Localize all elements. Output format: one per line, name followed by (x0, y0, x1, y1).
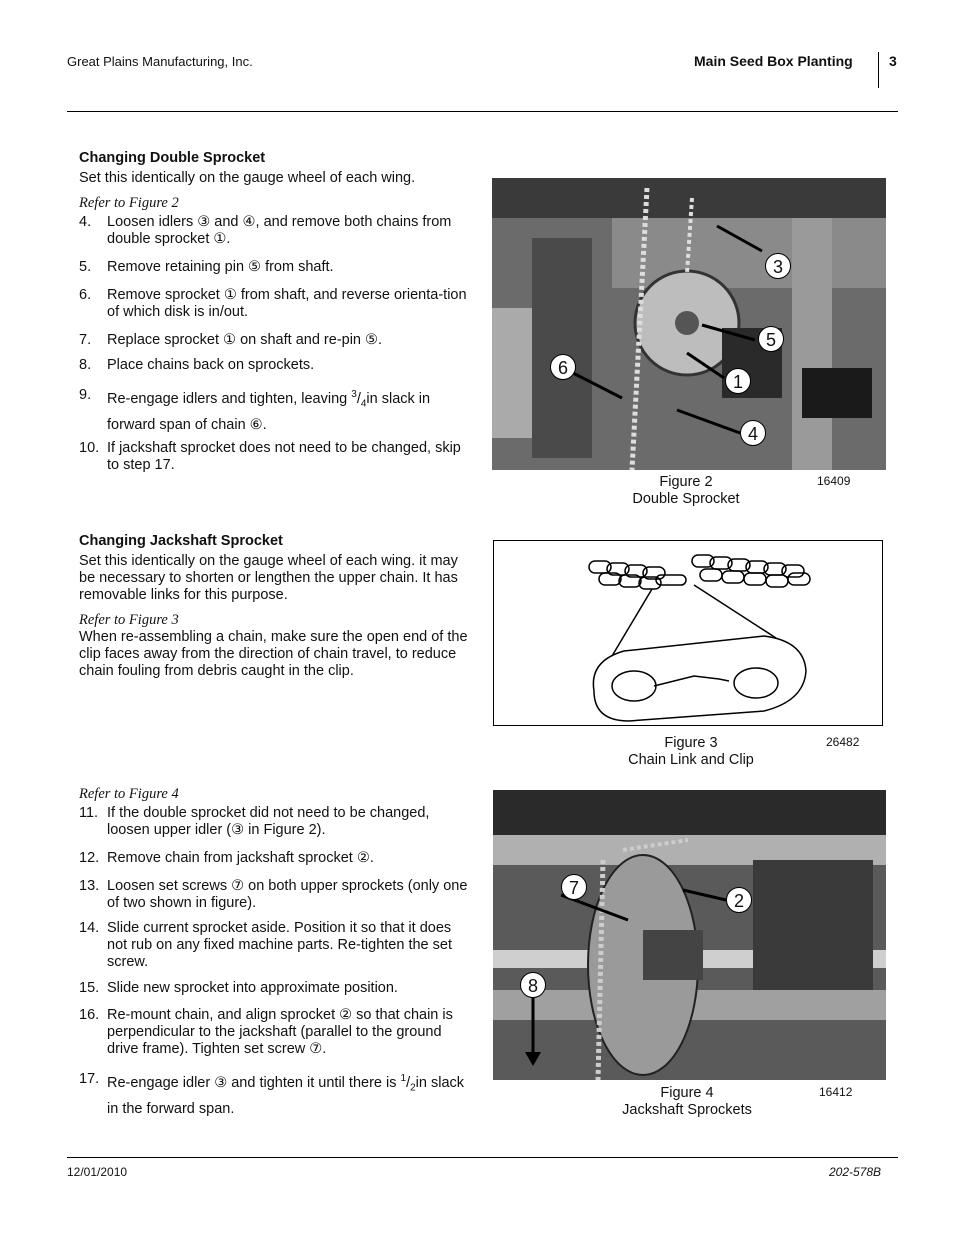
callout-4: 4 (740, 420, 766, 446)
callout-5: 5 (758, 326, 784, 352)
chain-left (589, 561, 686, 589)
figure-3-number: 26482 (826, 735, 860, 749)
step-item: 14. Slide current sprocket aside. Position it so that it does not rub on any fixed machine parts. Re-tighten the set screw. (79, 920, 452, 970)
step-item: 4. Loosen idlers ③ and ④, and remove both chains from double sprocket ①. (79, 214, 452, 247)
figure-2-number: 16409 (817, 474, 851, 488)
section-jackshaft-steps (79, 786, 471, 1119)
callout-6: 6 (550, 354, 576, 380)
section-heading: Changing Jackshaft Sprocket (79, 533, 283, 549)
double-sprocket-photo (492, 178, 886, 470)
callout-2: 2 (726, 887, 752, 913)
figure-reference: Refer to Figure 2 (79, 195, 179, 211)
step-item: 8. Place chains back on sprockets. (79, 357, 315, 373)
footer-doc-number: 202-578B (829, 1165, 882, 1179)
section-body: When re-assembling a chain, make sure the open end of the clip faces away from the direction of chain travel, to reduce chain fouling from debris caught in the clip. (79, 629, 468, 679)
section-jackshaft-sprocket (79, 533, 471, 680)
figure-3-caption: Figure 3 Chain Link and Clip (628, 735, 754, 768)
step-item: 17. Re-engage idler ③ and tighten it until there is $^1/_2in$ slack in the forward span. (79, 1071, 465, 1117)
figure-3-drawing (493, 540, 883, 726)
figure-4-photo (493, 790, 886, 1080)
header-divider (878, 52, 879, 88)
section-intro: Set this identically on the gauge wheel of each wing. it may be necessary to shorten or lengthen the upper chain. It has removable links for this purpose. (79, 553, 458, 603)
callout-3: 3 (765, 253, 791, 279)
figure-4-number: 16412 (819, 1085, 853, 1099)
step-item: 9. Re-engage idlers and tighten, leaving $^3/_4in$ slack in forward span of chain ⑥. (79, 387, 431, 433)
steps-list (79, 214, 471, 474)
jackshaft-sprockets-photo (493, 790, 886, 1080)
figure-2-photo (492, 178, 886, 470)
step-item: 15. Slide new sprocket into approximate position. (79, 980, 398, 996)
callout-8: 8 (520, 972, 546, 998)
step-item: 12. Remove chain from jackshaft sprocket ②. (79, 850, 374, 866)
steps-list (79, 805, 471, 1119)
callout-1: 1 (725, 368, 751, 394)
section-title: Main Seed Box Planting (694, 53, 853, 69)
page-number: 3 (889, 53, 897, 69)
company-name: Great Plains Manufacturing, Inc. (67, 54, 253, 69)
figure-reference: Refer to Figure 3 (79, 612, 179, 628)
callout-7: 7 (561, 874, 587, 900)
section-intro: Set this identically on the gauge wheel of each wing. (79, 170, 416, 186)
footer-rule (67, 1157, 898, 1158)
step-item: 10. If jackshaft sprocket does not need to be changed, skip to step 17. (79, 439, 461, 473)
figure-4-caption: Figure 4 Jackshaft Sprockets (622, 1085, 752, 1118)
figure-reference: Refer to Figure 4 (79, 786, 179, 802)
step-item: 5. Remove retaining pin ⑤ from shaft. (79, 259, 334, 275)
step-item: 6. Remove sprocket ① from shaft, and reverse orienta-tion of which disk is in/out. (79, 287, 467, 320)
section-double-sprocket (79, 150, 471, 474)
step-item: 16. Re-mount chain, and align sprocket ② so that chain is perpendicular to the jackshaft (parallel to the ground drive frame). Tighten set screw ⑦. (79, 1007, 453, 1057)
chain-link-clip-drawing (494, 541, 882, 725)
figure-2-caption: Figure 2 Double Sprocket (632, 474, 740, 507)
header-rule (67, 111, 898, 112)
step-item: 7. Replace sprocket ① on shaft and re-pin ⑤. (79, 332, 383, 348)
footer-date: 12/01/2010 (67, 1165, 128, 1179)
step-item: 11. If the double sprocket did not need to be changed, loosen upper idler (③ in Figure 2). (79, 805, 430, 838)
section-heading: Changing Double Sprocket (79, 150, 266, 166)
step-item: 13. Loosen set screws ⑦ on both upper sprockets (only one of two shown in figure). (79, 878, 468, 911)
chain-right (692, 555, 810, 587)
